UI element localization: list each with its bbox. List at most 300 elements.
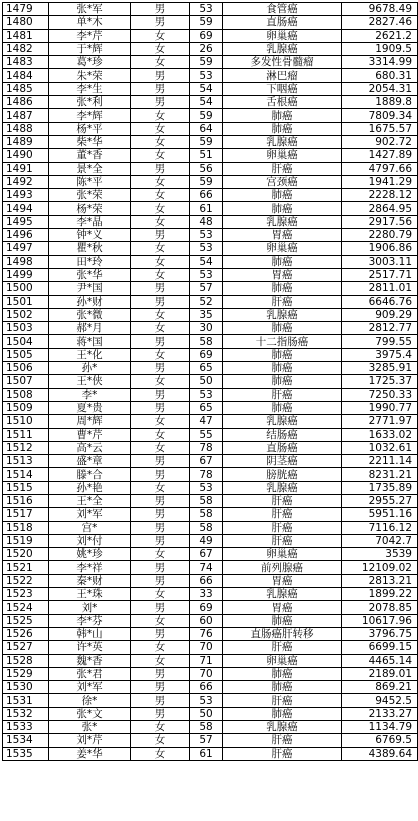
- patient-name-cell[interactable]: 刘*付: [49, 534, 131, 547]
- sex-cell[interactable]: 女: [131, 149, 190, 162]
- diagnosis-cell[interactable]: 肝癌: [223, 508, 342, 521]
- cost-cell[interactable]: 1990.77: [342, 401, 418, 414]
- sex-cell[interactable]: 男: [131, 401, 190, 414]
- patient-name-cell[interactable]: 张*军: [49, 3, 131, 16]
- sex-cell[interactable]: 男: [131, 627, 190, 640]
- diagnosis-cell[interactable]: 肺癌: [223, 667, 342, 680]
- record-id-cell[interactable]: 1490: [3, 149, 49, 162]
- sex-cell[interactable]: 男: [131, 96, 190, 109]
- age-cell[interactable]: 57: [190, 734, 223, 747]
- diagnosis-cell[interactable]: 阴茎癌: [223, 455, 342, 468]
- age-cell[interactable]: 30: [190, 322, 223, 335]
- patient-name-cell[interactable]: 姜*华: [49, 747, 131, 760]
- record-id-cell[interactable]: 1485: [3, 82, 49, 95]
- patient-name-cell[interactable]: 滕*合: [49, 468, 131, 481]
- sex-cell[interactable]: 女: [131, 308, 190, 321]
- cost-cell[interactable]: 9452.5: [342, 694, 418, 707]
- record-id-cell[interactable]: 1498: [3, 255, 49, 268]
- sex-cell[interactable]: 女: [131, 721, 190, 734]
- sex-cell[interactable]: 女: [131, 189, 190, 202]
- diagnosis-cell[interactable]: 卵巢癌: [223, 149, 342, 162]
- age-cell[interactable]: 47: [190, 415, 223, 428]
- age-cell[interactable]: 71: [190, 654, 223, 667]
- record-id-cell[interactable]: 1483: [3, 56, 49, 69]
- patient-name-cell[interactable]: 刘*: [49, 601, 131, 614]
- cost-cell[interactable]: 3285.91: [342, 362, 418, 375]
- sex-cell[interactable]: 女: [131, 202, 190, 215]
- record-id-cell[interactable]: 1531: [3, 694, 49, 707]
- age-cell[interactable]: 48: [190, 215, 223, 228]
- patient-name-cell[interactable]: 尹*国: [49, 282, 131, 295]
- age-cell[interactable]: 69: [190, 29, 223, 42]
- age-cell[interactable]: 58: [190, 521, 223, 534]
- diagnosis-cell[interactable]: 胃癌: [223, 601, 342, 614]
- cost-cell[interactable]: 1735.89: [342, 481, 418, 494]
- age-cell[interactable]: 67: [190, 548, 223, 561]
- age-cell[interactable]: 52: [190, 295, 223, 308]
- age-cell[interactable]: 58: [190, 494, 223, 507]
- sex-cell[interactable]: 女: [131, 175, 190, 188]
- diagnosis-cell[interactable]: 肺癌: [223, 255, 342, 268]
- cost-cell[interactable]: 7809.34: [342, 109, 418, 122]
- patient-name-cell[interactable]: 秦*财: [49, 574, 131, 587]
- cost-cell[interactable]: 3975.4: [342, 348, 418, 361]
- age-cell[interactable]: 78: [190, 441, 223, 454]
- sex-cell[interactable]: 女: [131, 242, 190, 255]
- diagnosis-cell[interactable]: 卵巢癌: [223, 242, 342, 255]
- cost-cell[interactable]: 7250.33: [342, 388, 418, 401]
- age-cell[interactable]: 53: [190, 3, 223, 16]
- age-cell[interactable]: 65: [190, 362, 223, 375]
- age-cell[interactable]: 66: [190, 681, 223, 694]
- age-cell[interactable]: 61: [190, 202, 223, 215]
- record-id-cell[interactable]: 1529: [3, 667, 49, 680]
- diagnosis-cell[interactable]: 肺癌: [223, 202, 342, 215]
- age-cell[interactable]: 69: [190, 348, 223, 361]
- record-id-cell[interactable]: 1507: [3, 375, 49, 388]
- diagnosis-cell[interactable]: 淋巴瘤: [223, 69, 342, 82]
- cost-cell[interactable]: 909.29: [342, 308, 418, 321]
- patient-name-cell[interactable]: 韩*山: [49, 627, 131, 640]
- sex-cell[interactable]: 女: [131, 215, 190, 228]
- cost-cell[interactable]: 4797.66: [342, 162, 418, 175]
- record-id-cell[interactable]: 1535: [3, 747, 49, 760]
- patient-name-cell[interactable]: 葛*珍: [49, 56, 131, 69]
- record-id-cell[interactable]: 1494: [3, 202, 49, 215]
- record-id-cell[interactable]: 1501: [3, 295, 49, 308]
- sex-cell[interactable]: 男: [131, 3, 190, 16]
- patient-name-cell[interactable]: 曹*芹: [49, 428, 131, 441]
- cost-cell[interactable]: 4465.14: [342, 654, 418, 667]
- diagnosis-cell[interactable]: 乳腺癌: [223, 415, 342, 428]
- age-cell[interactable]: 53: [190, 268, 223, 281]
- record-id-cell[interactable]: 1528: [3, 654, 49, 667]
- diagnosis-cell[interactable]: 卵巢癌: [223, 548, 342, 561]
- record-id-cell[interactable]: 1484: [3, 69, 49, 82]
- sex-cell[interactable]: 男: [131, 335, 190, 348]
- diagnosis-cell[interactable]: 乳腺癌: [223, 215, 342, 228]
- diagnosis-cell[interactable]: 肺癌: [223, 375, 342, 388]
- age-cell[interactable]: 56: [190, 162, 223, 175]
- diagnosis-cell[interactable]: 乳腺癌: [223, 42, 342, 55]
- sex-cell[interactable]: 女: [131, 734, 190, 747]
- record-id-cell[interactable]: 1503: [3, 322, 49, 335]
- diagnosis-cell[interactable]: 直肠癌: [223, 441, 342, 454]
- patient-name-cell[interactable]: 许*英: [49, 641, 131, 654]
- age-cell[interactable]: 55: [190, 428, 223, 441]
- age-cell[interactable]: 78: [190, 468, 223, 481]
- diagnosis-cell[interactable]: 乳腺癌: [223, 481, 342, 494]
- record-id-cell[interactable]: 1504: [3, 335, 49, 348]
- age-cell[interactable]: 50: [190, 707, 223, 720]
- cost-cell[interactable]: 1889.8: [342, 96, 418, 109]
- record-id-cell[interactable]: 1516: [3, 494, 49, 507]
- diagnosis-cell[interactable]: 肝癌: [223, 641, 342, 654]
- record-id-cell[interactable]: 1527: [3, 641, 49, 654]
- patient-name-cell[interactable]: 李*芬: [49, 614, 131, 627]
- age-cell[interactable]: 53: [190, 388, 223, 401]
- cost-cell[interactable]: 3796.75: [342, 627, 418, 640]
- cost-cell[interactable]: 1899.22: [342, 588, 418, 601]
- sex-cell[interactable]: 男: [131, 494, 190, 507]
- patient-name-cell[interactable]: 杨*平: [49, 122, 131, 135]
- age-cell[interactable]: 70: [190, 641, 223, 654]
- age-cell[interactable]: 76: [190, 627, 223, 640]
- patient-name-cell[interactable]: 单*木: [49, 16, 131, 29]
- sex-cell[interactable]: 男: [131, 229, 190, 242]
- patient-name-cell[interactable]: 魏*香: [49, 654, 131, 667]
- patient-name-cell[interactable]: 李*芹: [49, 29, 131, 42]
- record-id-cell[interactable]: 1506: [3, 362, 49, 375]
- cost-cell[interactable]: 2771.97: [342, 415, 418, 428]
- record-id-cell[interactable]: 1522: [3, 574, 49, 587]
- age-cell[interactable]: 66: [190, 574, 223, 587]
- age-cell[interactable]: 53: [190, 481, 223, 494]
- cost-cell[interactable]: 2811.01: [342, 282, 418, 295]
- diagnosis-cell[interactable]: 肺癌: [223, 122, 342, 135]
- diagnosis-cell[interactable]: 肝癌: [223, 162, 342, 175]
- record-id-cell[interactable]: 1510: [3, 415, 49, 428]
- patient-name-cell[interactable]: 张*微: [49, 308, 131, 321]
- sex-cell[interactable]: 女: [131, 415, 190, 428]
- age-cell[interactable]: 58: [190, 721, 223, 734]
- patient-name-cell[interactable]: 孙*财: [49, 295, 131, 308]
- diagnosis-cell[interactable]: 卵巢癌: [223, 29, 342, 42]
- record-id-cell[interactable]: 1530: [3, 681, 49, 694]
- sex-cell[interactable]: 女: [131, 747, 190, 760]
- sex-cell[interactable]: 女: [131, 42, 190, 55]
- cost-cell[interactable]: 2228.12: [342, 189, 418, 202]
- sex-cell[interactable]: 女: [131, 481, 190, 494]
- record-id-cell[interactable]: 1508: [3, 388, 49, 401]
- diagnosis-cell[interactable]: 肺癌: [223, 348, 342, 361]
- record-id-cell[interactable]: 1513: [3, 455, 49, 468]
- age-cell[interactable]: 33: [190, 588, 223, 601]
- diagnosis-cell[interactable]: 结肠癌: [223, 428, 342, 441]
- age-cell[interactable]: 66: [190, 189, 223, 202]
- patient-name-cell[interactable]: 姚*珍: [49, 548, 131, 561]
- patient-name-cell[interactable]: 张*君: [49, 667, 131, 680]
- patient-name-cell[interactable]: 杨*荣: [49, 202, 131, 215]
- diagnosis-cell[interactable]: 肝癌: [223, 388, 342, 401]
- sex-cell[interactable]: 女: [131, 441, 190, 454]
- sex-cell[interactable]: 女: [131, 122, 190, 135]
- diagnosis-cell[interactable]: 肝癌: [223, 521, 342, 534]
- sex-cell[interactable]: 女: [131, 56, 190, 69]
- record-id-cell[interactable]: 1497: [3, 242, 49, 255]
- diagnosis-cell[interactable]: 肺癌: [223, 401, 342, 414]
- diagnosis-cell[interactable]: 肺癌: [223, 109, 342, 122]
- sex-cell[interactable]: 男: [131, 388, 190, 401]
- sex-cell[interactable]: 男: [131, 69, 190, 82]
- record-id-cell[interactable]: 1492: [3, 175, 49, 188]
- sex-cell[interactable]: 女: [131, 548, 190, 561]
- age-cell[interactable]: 50: [190, 375, 223, 388]
- patient-name-cell[interactable]: 李*祥: [49, 561, 131, 574]
- cost-cell[interactable]: 799.55: [342, 335, 418, 348]
- record-id-cell[interactable]: 1532: [3, 707, 49, 720]
- age-cell[interactable]: 53: [190, 69, 223, 82]
- diagnosis-cell[interactable]: 肺癌: [223, 322, 342, 335]
- record-id-cell[interactable]: 1496: [3, 229, 49, 242]
- age-cell[interactable]: 35: [190, 308, 223, 321]
- sex-cell[interactable]: 男: [131, 574, 190, 587]
- record-id-cell[interactable]: 1519: [3, 534, 49, 547]
- record-id-cell[interactable]: 1486: [3, 96, 49, 109]
- age-cell[interactable]: 69: [190, 601, 223, 614]
- sex-cell[interactable]: 男: [131, 694, 190, 707]
- sex-cell[interactable]: 女: [131, 109, 190, 122]
- diagnosis-cell[interactable]: 肺癌: [223, 614, 342, 627]
- patient-name-cell[interactable]: 朱*荣: [49, 69, 131, 82]
- patient-name-cell[interactable]: 张*华: [49, 268, 131, 281]
- patient-name-cell[interactable]: 李*辉: [49, 109, 131, 122]
- sex-cell[interactable]: 男: [131, 295, 190, 308]
- patient-name-cell[interactable]: 宫*: [49, 521, 131, 534]
- patient-name-cell[interactable]: 郝*月: [49, 322, 131, 335]
- diagnosis-cell[interactable]: 肝癌: [223, 694, 342, 707]
- cost-cell[interactable]: 5951.16: [342, 508, 418, 521]
- age-cell[interactable]: 59: [190, 109, 223, 122]
- record-id-cell[interactable]: 1480: [3, 16, 49, 29]
- cost-cell[interactable]: 2812.77: [342, 322, 418, 335]
- cost-cell[interactable]: 2955.27: [342, 494, 418, 507]
- sex-cell[interactable]: 男: [131, 521, 190, 534]
- record-id-cell[interactable]: 1493: [3, 189, 49, 202]
- diagnosis-cell[interactable]: 食管癌: [223, 3, 342, 16]
- cost-cell[interactable]: 3003.11: [342, 255, 418, 268]
- age-cell[interactable]: 70: [190, 667, 223, 680]
- cost-cell[interactable]: 9678.49: [342, 3, 418, 16]
- cost-cell[interactable]: 6699.15: [342, 641, 418, 654]
- sex-cell[interactable]: 女: [131, 654, 190, 667]
- diagnosis-cell[interactable]: 乳腺癌: [223, 135, 342, 148]
- diagnosis-cell[interactable]: 下咽癌: [223, 82, 342, 95]
- age-cell[interactable]: 74: [190, 561, 223, 574]
- patient-name-cell[interactable]: 徐*: [49, 694, 131, 707]
- record-id-cell[interactable]: 1520: [3, 548, 49, 561]
- diagnosis-cell[interactable]: 十二指肠癌: [223, 335, 342, 348]
- record-id-cell[interactable]: 1500: [3, 282, 49, 295]
- diagnosis-cell[interactable]: 乳腺癌: [223, 721, 342, 734]
- cost-cell[interactable]: 2189.01: [342, 667, 418, 680]
- age-cell[interactable]: 53: [190, 242, 223, 255]
- sex-cell[interactable]: 女: [131, 428, 190, 441]
- patient-name-cell[interactable]: 刘*军: [49, 508, 131, 521]
- age-cell[interactable]: 26: [190, 42, 223, 55]
- record-id-cell[interactable]: 1534: [3, 734, 49, 747]
- diagnosis-cell[interactable]: 前列腺癌: [223, 561, 342, 574]
- cost-cell[interactable]: 2211.14: [342, 455, 418, 468]
- age-cell[interactable]: 67: [190, 455, 223, 468]
- patient-name-cell[interactable]: 王*珠: [49, 588, 131, 601]
- cost-cell[interactable]: 7042.7: [342, 534, 418, 547]
- age-cell[interactable]: 53: [190, 229, 223, 242]
- sex-cell[interactable]: 男: [131, 681, 190, 694]
- sex-cell[interactable]: 男: [131, 601, 190, 614]
- sex-cell[interactable]: 女: [131, 29, 190, 42]
- cost-cell[interactable]: 902.72: [342, 135, 418, 148]
- patient-name-cell[interactable]: 王*全: [49, 494, 131, 507]
- sex-cell[interactable]: 男: [131, 534, 190, 547]
- patient-name-cell[interactable]: 刘*军: [49, 681, 131, 694]
- record-id-cell[interactable]: 1518: [3, 521, 49, 534]
- record-id-cell[interactable]: 1509: [3, 401, 49, 414]
- cost-cell[interactable]: 1633.02: [342, 428, 418, 441]
- age-cell[interactable]: 53: [190, 694, 223, 707]
- record-id-cell[interactable]: 1488: [3, 122, 49, 135]
- patient-name-cell[interactable]: 张*荣: [49, 189, 131, 202]
- patient-name-cell[interactable]: 瞿*秋: [49, 242, 131, 255]
- record-id-cell[interactable]: 1517: [3, 508, 49, 521]
- age-cell[interactable]: 65: [190, 401, 223, 414]
- cost-cell[interactable]: 1032.61: [342, 441, 418, 454]
- cost-cell[interactable]: 1906.86: [342, 242, 418, 255]
- age-cell[interactable]: 58: [190, 335, 223, 348]
- patient-name-cell[interactable]: 柴*华: [49, 135, 131, 148]
- sex-cell[interactable]: 男: [131, 362, 190, 375]
- diagnosis-cell[interactable]: 多发性骨髓瘤: [223, 56, 342, 69]
- record-id-cell[interactable]: 1521: [3, 561, 49, 574]
- diagnosis-cell[interactable]: 肺癌: [223, 362, 342, 375]
- age-cell[interactable]: 59: [190, 175, 223, 188]
- patient-name-cell[interactable]: 李*: [49, 388, 131, 401]
- patient-name-cell[interactable]: 董*香: [49, 149, 131, 162]
- sex-cell[interactable]: 女: [131, 375, 190, 388]
- sex-cell[interactable]: 女: [131, 588, 190, 601]
- diagnosis-cell[interactable]: 卵巢癌: [223, 654, 342, 667]
- cost-cell[interactable]: 4389.64: [342, 747, 418, 760]
- age-cell[interactable]: 49: [190, 534, 223, 547]
- patient-name-cell[interactable]: 于*辉: [49, 42, 131, 55]
- cost-cell[interactable]: 1675.57: [342, 122, 418, 135]
- diagnosis-cell[interactable]: 肝癌: [223, 747, 342, 760]
- cost-cell[interactable]: 3314.99: [342, 56, 418, 69]
- sex-cell[interactable]: 男: [131, 561, 190, 574]
- cost-cell[interactable]: 2133.27: [342, 707, 418, 720]
- sex-cell[interactable]: 男: [131, 508, 190, 521]
- record-id-cell[interactable]: 1523: [3, 588, 49, 601]
- patient-name-cell[interactable]: 景*全: [49, 162, 131, 175]
- diagnosis-cell[interactable]: 胃癌: [223, 268, 342, 281]
- cost-cell[interactable]: 2517.71: [342, 268, 418, 281]
- sex-cell[interactable]: 男: [131, 455, 190, 468]
- cost-cell[interactable]: 2280.79: [342, 229, 418, 242]
- sex-cell[interactable]: 女: [131, 348, 190, 361]
- patient-name-cell[interactable]: 李*晶: [49, 215, 131, 228]
- record-id-cell[interactable]: 1511: [3, 428, 49, 441]
- record-id-cell[interactable]: 1502: [3, 308, 49, 321]
- cost-cell[interactable]: 2827.46: [342, 16, 418, 29]
- diagnosis-cell[interactable]: 宫颈癌: [223, 175, 342, 188]
- diagnosis-cell[interactable]: 直肠癌肝转移: [223, 627, 342, 640]
- diagnosis-cell[interactable]: 肺癌: [223, 707, 342, 720]
- cost-cell[interactable]: 6646.76: [342, 295, 418, 308]
- age-cell[interactable]: 51: [190, 149, 223, 162]
- diagnosis-cell[interactable]: 直肠癌: [223, 16, 342, 29]
- sex-cell[interactable]: 男: [131, 162, 190, 175]
- cost-cell[interactable]: 680.31: [342, 69, 418, 82]
- sex-cell[interactable]: 女: [131, 322, 190, 335]
- record-id-cell[interactable]: 1526: [3, 627, 49, 640]
- patient-name-cell[interactable]: 刘*芹: [49, 734, 131, 747]
- sex-cell[interactable]: 男: [131, 707, 190, 720]
- patient-name-cell[interactable]: 张*利: [49, 96, 131, 109]
- sex-cell[interactable]: 女: [131, 614, 190, 627]
- record-id-cell[interactable]: 1495: [3, 215, 49, 228]
- cost-cell[interactable]: 8231.21: [342, 468, 418, 481]
- patient-name-cell[interactable]: 高*云: [49, 441, 131, 454]
- patient-name-cell[interactable]: 张*文: [49, 707, 131, 720]
- sex-cell[interactable]: 男: [131, 16, 190, 29]
- record-id-cell[interactable]: 1514: [3, 468, 49, 481]
- patient-name-cell[interactable]: 孙*艳: [49, 481, 131, 494]
- record-id-cell[interactable]: 1512: [3, 441, 49, 454]
- record-id-cell[interactable]: 1481: [3, 29, 49, 42]
- cost-cell[interactable]: 2813.21: [342, 574, 418, 587]
- record-id-cell[interactable]: 1479: [3, 3, 49, 16]
- age-cell[interactable]: 58: [190, 508, 223, 521]
- record-id-cell[interactable]: 1515: [3, 481, 49, 494]
- cost-cell[interactable]: 2864.95: [342, 202, 418, 215]
- diagnosis-cell[interactable]: 乳腺癌: [223, 588, 342, 601]
- sex-cell[interactable]: 女: [131, 268, 190, 281]
- record-id-cell[interactable]: 1489: [3, 135, 49, 148]
- patient-name-cell[interactable]: 王*侠: [49, 375, 131, 388]
- cost-cell[interactable]: 6769.5: [342, 734, 418, 747]
- age-cell[interactable]: 54: [190, 82, 223, 95]
- patient-name-cell[interactable]: 钟*义: [49, 229, 131, 242]
- age-cell[interactable]: 61: [190, 747, 223, 760]
- age-cell[interactable]: 57: [190, 282, 223, 295]
- cost-cell[interactable]: 7116.12: [342, 521, 418, 534]
- patient-name-cell[interactable]: 李*生: [49, 82, 131, 95]
- cost-cell[interactable]: 1134.79: [342, 721, 418, 734]
- age-cell[interactable]: 54: [190, 96, 223, 109]
- diagnosis-cell[interactable]: 舌根癌: [223, 96, 342, 109]
- age-cell[interactable]: 64: [190, 122, 223, 135]
- age-cell[interactable]: 60: [190, 614, 223, 627]
- cost-cell[interactable]: 12109.02: [342, 561, 418, 574]
- diagnosis-cell[interactable]: 胃癌: [223, 574, 342, 587]
- cost-cell[interactable]: 1725.37: [342, 375, 418, 388]
- sex-cell[interactable]: 女: [131, 641, 190, 654]
- patient-name-cell[interactable]: 蒋*国: [49, 335, 131, 348]
- age-cell[interactable]: 59: [190, 16, 223, 29]
- diagnosis-cell[interactable]: 膀胱癌: [223, 468, 342, 481]
- cost-cell[interactable]: 1909.5: [342, 42, 418, 55]
- cost-cell[interactable]: 1427.89: [342, 149, 418, 162]
